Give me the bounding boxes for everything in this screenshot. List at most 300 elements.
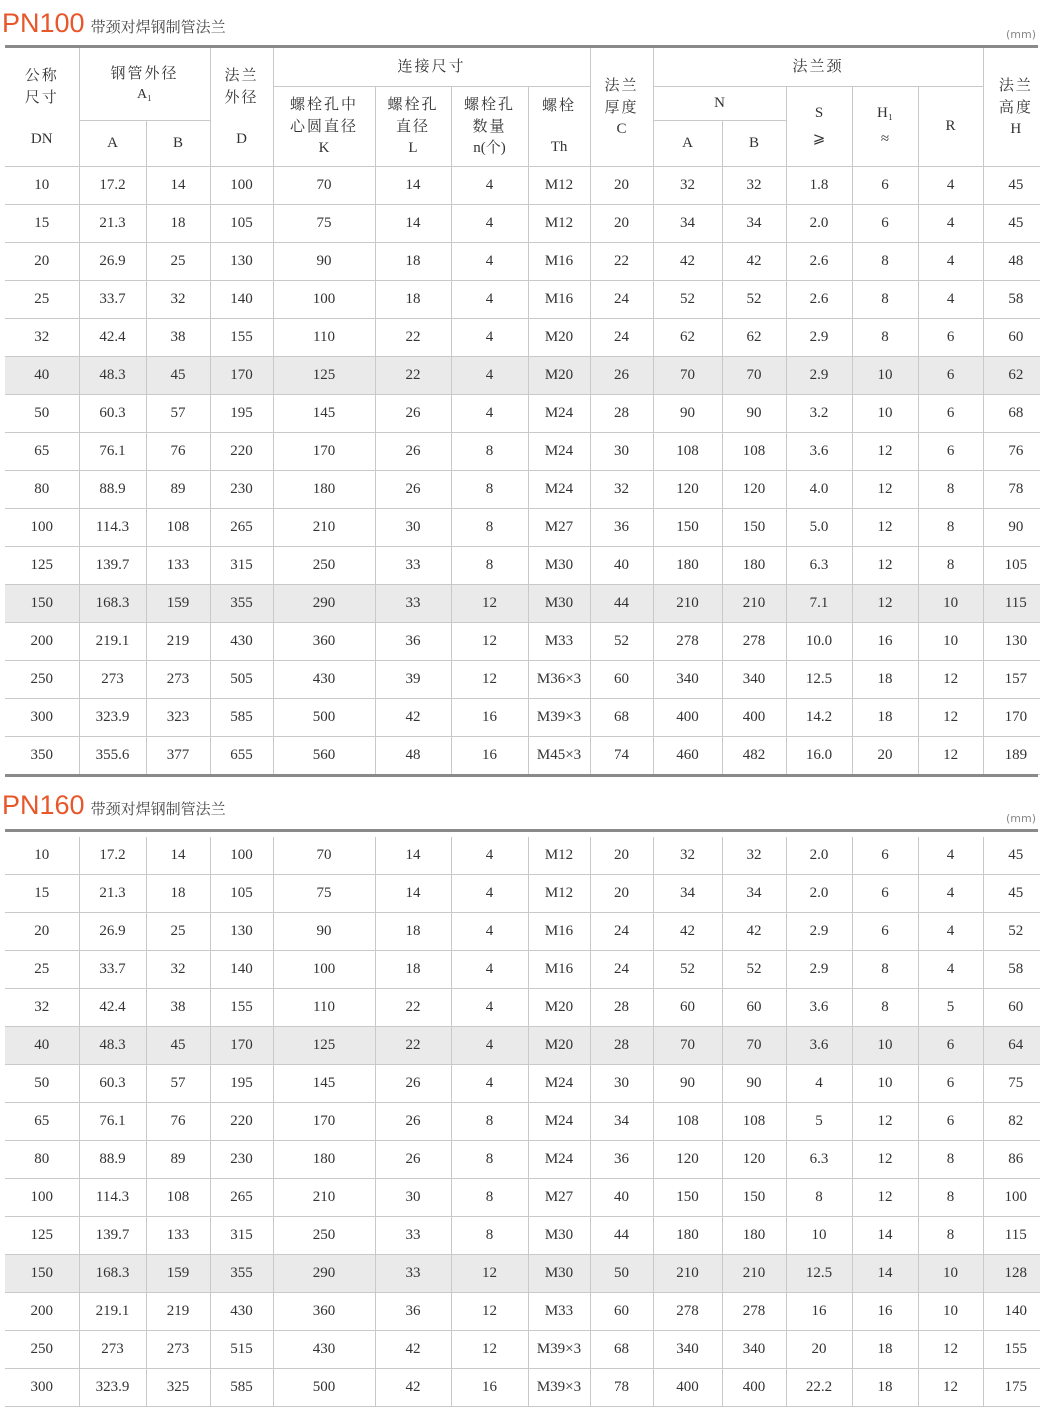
table-row — [5, 242, 1040, 280]
table-cell: 8 — [451, 1141, 528, 1179]
table-cell: 12 — [852, 1141, 918, 1179]
table-cell: 40 — [5, 356, 79, 394]
table-cell: 6 — [918, 1065, 983, 1103]
table-cell: 130 — [983, 622, 1040, 660]
table-cell: 14 — [375, 837, 451, 875]
table-cell: 1.8 — [786, 166, 852, 204]
table-cell: 323 — [146, 698, 210, 736]
table-cell: 505 — [210, 660, 273, 698]
table-cell: 125 — [5, 546, 79, 584]
table-cell: M30 — [528, 1255, 590, 1293]
table-cell: M12 — [528, 166, 590, 204]
table-cell: 155 — [210, 989, 273, 1027]
table-cell: 168.3 — [79, 1255, 146, 1293]
table-cell: 40 — [590, 1179, 653, 1217]
table-cell: 21.3 — [79, 204, 146, 242]
table-cell: 100 — [983, 1179, 1040, 1217]
table-cell: 273 — [146, 1331, 210, 1369]
table-cell: 42.4 — [79, 989, 146, 1027]
table-cell: 585 — [210, 698, 273, 736]
table-row — [5, 1065, 1040, 1103]
table-row — [5, 622, 1040, 660]
table-cell: 6 — [918, 432, 983, 470]
table-cell: 38 — [146, 318, 210, 356]
table-cell: 170 — [210, 1027, 273, 1065]
table-cell: 108 — [146, 1179, 210, 1217]
table-cell: 26 — [375, 432, 451, 470]
table-cell: M12 — [528, 875, 590, 913]
header-bolt: 螺栓 Th — [528, 86, 590, 166]
table-cell: 24 — [590, 318, 653, 356]
table-cell: 8 — [852, 280, 918, 318]
table-cell: 32 — [5, 989, 79, 1027]
table-row — [5, 584, 1040, 622]
table-cell: 500 — [273, 698, 375, 736]
table-cell: 89 — [146, 1141, 210, 1179]
table-cell: 52 — [590, 622, 653, 660]
table-cell: 219.1 — [79, 622, 146, 660]
table-cell: 6 — [852, 204, 918, 242]
table-cell: 8 — [852, 989, 918, 1027]
table-cell: 315 — [210, 546, 273, 584]
table-cell: 219 — [146, 622, 210, 660]
table-cell: 278 — [653, 622, 722, 660]
table-cell: 325 — [146, 1369, 210, 1407]
table-cell: M27 — [528, 508, 590, 546]
table-cell: 315 — [210, 1217, 273, 1255]
table-cell: 60.3 — [79, 1065, 146, 1103]
table-cell: 57 — [146, 1065, 210, 1103]
table-cell: 26 — [375, 394, 451, 432]
table-cell: 33.7 — [79, 280, 146, 318]
table-cell: 18 — [375, 913, 451, 951]
table-cell: 75 — [273, 204, 375, 242]
table-cell: 210 — [722, 584, 786, 622]
table-cell: 168.3 — [79, 584, 146, 622]
table-cell: 10 — [918, 622, 983, 660]
table-cell: 26 — [375, 1103, 451, 1141]
table-cell: 28 — [590, 394, 653, 432]
table-cell: 90 — [722, 1065, 786, 1103]
table-cell: 265 — [210, 1179, 273, 1217]
table-cell: 180 — [722, 546, 786, 584]
table-cell: M39×3 — [528, 1369, 590, 1407]
table-cell: 157 — [983, 660, 1040, 698]
table-top-rule — [5, 829, 1038, 832]
table-cell: 7.1 — [786, 584, 852, 622]
table-cell: 32 — [722, 837, 786, 875]
table-cell: 560 — [273, 736, 375, 774]
table-cell: 145 — [273, 394, 375, 432]
table-cell: 57 — [146, 394, 210, 432]
table-cell: 400 — [722, 1369, 786, 1407]
table-cell: 80 — [5, 1141, 79, 1179]
table-cell: 12.5 — [786, 660, 852, 698]
table-cell: M24 — [528, 432, 590, 470]
table-cell: 32 — [146, 280, 210, 318]
spec-table — [5, 837, 1040, 1407]
table-row — [5, 166, 1040, 204]
header-connection: 连接尺寸 — [273, 48, 590, 86]
table-cell: 68 — [590, 1331, 653, 1369]
table-cell: 180 — [653, 546, 722, 584]
table-cell: 60 — [590, 1293, 653, 1331]
table-cell: 200 — [5, 622, 79, 660]
table-cell: 115 — [983, 584, 1040, 622]
table-row — [5, 660, 1040, 698]
table-cell: 400 — [722, 698, 786, 736]
table-cell: 170 — [273, 1103, 375, 1141]
table-cell: 76 — [146, 1103, 210, 1141]
table-cell: 4 — [451, 837, 528, 875]
table-cell: 355 — [210, 584, 273, 622]
table-cell: 8 — [786, 1179, 852, 1217]
table-cell: 585 — [210, 1369, 273, 1407]
table-cell: 62 — [983, 356, 1040, 394]
table-cell: 10 — [852, 1027, 918, 1065]
table-cell: 32 — [590, 470, 653, 508]
table-cell: M16 — [528, 242, 590, 280]
table-cell: 105 — [983, 546, 1040, 584]
table-cell: 32 — [5, 318, 79, 356]
table-cell: 133 — [146, 1217, 210, 1255]
table-cell: M24 — [528, 1141, 590, 1179]
table-cell: 70 — [273, 166, 375, 204]
table-cell: 10.0 — [786, 622, 852, 660]
unit-label: (mm) — [1005, 812, 1036, 825]
table-cell: 5 — [918, 989, 983, 1027]
table-cell: 33 — [375, 1217, 451, 1255]
table-cell: 140 — [210, 280, 273, 318]
table-row — [5, 951, 1040, 989]
table-cell: 45 — [983, 166, 1040, 204]
table-row — [5, 1179, 1040, 1217]
table-cell: M24 — [528, 1065, 590, 1103]
table-cell: 120 — [722, 470, 786, 508]
header-neck-n: N — [653, 86, 786, 120]
table-cell: 2.9 — [786, 913, 852, 951]
table-cell: 20 — [590, 204, 653, 242]
table-cell: 6 — [918, 394, 983, 432]
table-cell: 38 — [146, 989, 210, 1027]
table-cell: 17.2 — [79, 837, 146, 875]
table-cell: 140 — [983, 1293, 1040, 1331]
table-cell: 265 — [210, 508, 273, 546]
table-cell: 219 — [146, 1293, 210, 1331]
table-cell: 12 — [852, 470, 918, 508]
table-cell: 125 — [5, 1217, 79, 1255]
table-cell: 400 — [653, 1369, 722, 1407]
table-cell: 20 — [5, 242, 79, 280]
table-cell: 24 — [590, 951, 653, 989]
table-cell: 460 — [653, 736, 722, 774]
table-cell: 50 — [5, 1065, 79, 1103]
table-cell: 62 — [722, 318, 786, 356]
table-cell: 430 — [210, 622, 273, 660]
table-cell: 355 — [210, 1255, 273, 1293]
header-flange-od: 法兰外径 D — [210, 48, 273, 166]
table-cell: 10 — [5, 166, 79, 204]
table-cell: 114.3 — [79, 1179, 146, 1217]
section-subtitle: 带颈对焊钢制管法兰 — [90, 18, 226, 36]
table-row — [5, 204, 1040, 242]
table-cell: 25 — [5, 280, 79, 318]
table-cell: M39×3 — [528, 698, 590, 736]
table-cell: 18 — [146, 204, 210, 242]
table-cell: 4 — [451, 204, 528, 242]
table-cell: 4 — [918, 913, 983, 951]
table-cell: 28 — [590, 989, 653, 1027]
table-row — [5, 280, 1040, 318]
table-cell: 20 — [590, 837, 653, 875]
header-neck: 法兰颈 — [653, 48, 983, 86]
table-bottom-rule — [5, 774, 1038, 777]
table-cell: M20 — [528, 318, 590, 356]
table-cell: 230 — [210, 1141, 273, 1179]
table-cell: 12 — [918, 1331, 983, 1369]
table-cell: 105 — [210, 204, 273, 242]
table-cell: 6.3 — [786, 1141, 852, 1179]
table-cell: 4.0 — [786, 470, 852, 508]
table-cell: 50 — [5, 394, 79, 432]
table-cell: 10 — [918, 584, 983, 622]
table-cell: 219.1 — [79, 1293, 146, 1331]
table-cell: 350 — [5, 736, 79, 774]
table-cell: 120 — [722, 1141, 786, 1179]
table-cell: 60 — [983, 989, 1040, 1027]
table-cell: 25 — [146, 913, 210, 951]
table-cell: 250 — [5, 1331, 79, 1369]
table-cell: 34 — [722, 875, 786, 913]
table-cell: 2.6 — [786, 242, 852, 280]
header-pipe-b: B — [146, 120, 210, 166]
table-cell: 8 — [451, 470, 528, 508]
header-height: 法兰高度 H — [983, 48, 1040, 166]
table-cell: 21.3 — [79, 875, 146, 913]
table-cell: 159 — [146, 1255, 210, 1293]
table-cell: 300 — [5, 1369, 79, 1407]
table-cell: 8 — [451, 1217, 528, 1255]
table-cell: 278 — [722, 1293, 786, 1331]
table-header — [5, 48, 1040, 166]
table-row — [5, 736, 1040, 774]
table-cell: 210 — [273, 508, 375, 546]
table-cell: 273 — [79, 660, 146, 698]
table-cell: 8 — [918, 508, 983, 546]
table-cell: 32 — [653, 166, 722, 204]
table-cell: 90 — [653, 1065, 722, 1103]
table-cell: 100 — [210, 166, 273, 204]
table-cell: 250 — [273, 1217, 375, 1255]
table-cell: 68 — [983, 394, 1040, 432]
table-cell: 52 — [653, 951, 722, 989]
table-row — [5, 875, 1040, 913]
table-cell: 16 — [852, 1293, 918, 1331]
table-cell: 377 — [146, 736, 210, 774]
table-row — [5, 356, 1040, 394]
table-cell: 110 — [273, 989, 375, 1027]
table-row — [5, 508, 1040, 546]
table-cell: 76 — [983, 432, 1040, 470]
table-cell: 130 — [210, 242, 273, 280]
table-cell: 34 — [653, 875, 722, 913]
table-cell: 3.2 — [786, 394, 852, 432]
table-body — [5, 166, 1040, 774]
table-cell: 60 — [983, 318, 1040, 356]
table-cell: 150 — [722, 508, 786, 546]
table-cell: 4 — [918, 837, 983, 875]
table-cell: 250 — [5, 660, 79, 698]
table-cell: 34 — [722, 204, 786, 242]
table-cell: M45×3 — [528, 736, 590, 774]
table-row — [5, 1217, 1040, 1255]
table-cell: 195 — [210, 1065, 273, 1103]
table-cell: 10 — [852, 394, 918, 432]
table-cell: 125 — [273, 1027, 375, 1065]
table-cell: 30 — [375, 1179, 451, 1217]
table-cell: 210 — [653, 1255, 722, 1293]
table-cell: 48 — [983, 242, 1040, 280]
table-cell: 120 — [653, 470, 722, 508]
table-cell: 400 — [653, 698, 722, 736]
table-cell: 90 — [273, 913, 375, 951]
table-cell: 4 — [918, 242, 983, 280]
table-cell: 130 — [210, 913, 273, 951]
table-cell: 22 — [590, 242, 653, 280]
table-cell: 16.0 — [786, 736, 852, 774]
table-cell: 82 — [983, 1103, 1040, 1141]
table-cell: 4 — [918, 280, 983, 318]
table-cell: 17.2 — [79, 166, 146, 204]
header-s: S ⩾ — [786, 86, 852, 166]
table-cell: 4 — [451, 242, 528, 280]
table-cell: 8 — [852, 242, 918, 280]
table-cell: 108 — [653, 432, 722, 470]
table-cell: 340 — [722, 660, 786, 698]
table-cell: 210 — [273, 1179, 375, 1217]
table-cell: 8 — [451, 432, 528, 470]
table-cell: 70 — [722, 1027, 786, 1065]
header-k: 螺栓孔中心圆直径 K — [273, 86, 375, 166]
table-cell: 150 — [653, 508, 722, 546]
table-cell: 8 — [918, 546, 983, 584]
table-cell: 4 — [451, 1027, 528, 1065]
table-cell: 5 — [786, 1103, 852, 1141]
table-cell: M20 — [528, 989, 590, 1027]
table-cell: 6 — [852, 875, 918, 913]
table-cell: 18 — [852, 660, 918, 698]
table-cell: 8 — [918, 1141, 983, 1179]
table-cell: 15 — [5, 204, 79, 242]
table-cell: 4 — [451, 1065, 528, 1103]
table-cell: 16 — [852, 622, 918, 660]
table-cell: 150 — [653, 1179, 722, 1217]
table-cell: 45 — [983, 837, 1040, 875]
table-cell: 16 — [786, 1293, 852, 1331]
table-cell: 4 — [918, 951, 983, 989]
table-cell: 88.9 — [79, 1141, 146, 1179]
table-cell: 65 — [5, 1103, 79, 1141]
header-h1: H₁ ≈ — [852, 86, 918, 166]
table-cell: 6 — [852, 837, 918, 875]
table-cell: 10 — [852, 1065, 918, 1103]
table-cell: 125 — [273, 356, 375, 394]
table-cell: 100 — [5, 1179, 79, 1217]
table-cell: 8 — [852, 951, 918, 989]
table-cell: 430 — [273, 660, 375, 698]
table-cell: 42 — [375, 698, 451, 736]
table-cell: 30 — [590, 1065, 653, 1103]
table-cell: 3.6 — [786, 432, 852, 470]
table-cell: 45 — [983, 204, 1040, 242]
table-row — [5, 432, 1040, 470]
table-cell: 2.6 — [786, 280, 852, 318]
table-cell: 105 — [210, 875, 273, 913]
table-cell: 20 — [852, 736, 918, 774]
table-cell: 10 — [918, 1255, 983, 1293]
table-cell: 12 — [852, 1103, 918, 1141]
header-pipe-a: A — [79, 120, 146, 166]
table-cell: 70 — [653, 1027, 722, 1065]
table-cell: 34 — [653, 204, 722, 242]
header-r: R — [918, 86, 983, 166]
table-row — [5, 698, 1040, 736]
header-neck-b: B — [722, 120, 786, 166]
table-cell: 18 — [375, 280, 451, 318]
header-thickness: 法兰厚度 C — [590, 48, 653, 166]
table-cell: 273 — [79, 1331, 146, 1369]
table-cell: 4 — [918, 875, 983, 913]
table-cell: M33 — [528, 1293, 590, 1331]
table-cell: 52 — [653, 280, 722, 318]
table-cell: 14 — [146, 837, 210, 875]
table-cell: 155 — [210, 318, 273, 356]
table-cell: 170 — [983, 698, 1040, 736]
unit-label: (mm) — [1005, 28, 1036, 41]
table-cell: 290 — [273, 584, 375, 622]
table-cell: M39×3 — [528, 1331, 590, 1369]
table-cell: 88.9 — [79, 470, 146, 508]
table-cell: 100 — [210, 837, 273, 875]
table-cell: 48.3 — [79, 1027, 146, 1065]
table-cell: 150 — [5, 1255, 79, 1293]
table-cell: M30 — [528, 546, 590, 584]
table-cell: 175 — [983, 1369, 1040, 1407]
table-cell: 40 — [5, 1027, 79, 1065]
table-cell: 14 — [852, 1217, 918, 1255]
table-cell: 180 — [653, 1217, 722, 1255]
table-cell: 110 — [273, 318, 375, 356]
table-cell: 52 — [983, 913, 1040, 951]
table-cell: 12 — [451, 1255, 528, 1293]
table-cell: 4 — [451, 951, 528, 989]
table-cell: 170 — [273, 432, 375, 470]
table-cell: 140 — [210, 951, 273, 989]
table-cell: 14 — [852, 1255, 918, 1293]
table-cell: 60 — [590, 660, 653, 698]
table-row — [5, 1255, 1040, 1293]
table-cell: 108 — [146, 508, 210, 546]
table-cell: 60.3 — [79, 394, 146, 432]
table-cell: 115 — [983, 1217, 1040, 1255]
table-cell: 22 — [375, 318, 451, 356]
table-cell: 2.9 — [786, 318, 852, 356]
table-cell: M30 — [528, 584, 590, 622]
table-cell: 36 — [590, 508, 653, 546]
table-cell: 45 — [146, 1027, 210, 1065]
table-cell: 42 — [375, 1331, 451, 1369]
table-cell: 32 — [146, 951, 210, 989]
